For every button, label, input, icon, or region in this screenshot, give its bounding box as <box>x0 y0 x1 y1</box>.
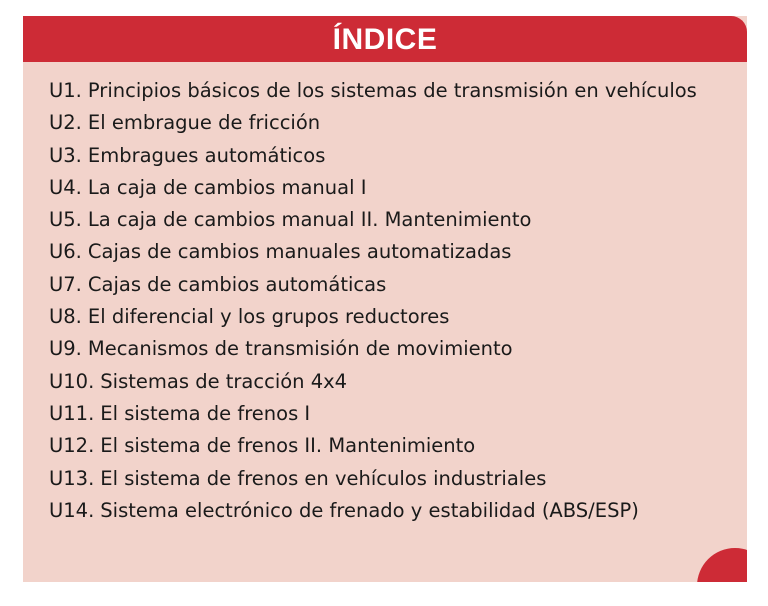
unit-item <box>49 433 729 459</box>
unit-code: U2. <box>49 111 82 135</box>
unit-title: Principios básicos de los sistemas de transmisión en vehículos <box>87 79 697 102</box>
unit-code: U10. <box>49 369 95 393</box>
unit-code: U12. <box>49 434 95 458</box>
unit-title: La caja de cambios manual II. Mantenimiento <box>87 208 532 232</box>
unit-item <box>49 304 729 330</box>
unit-title: El embrague de fricción <box>87 111 321 135</box>
unit-item <box>49 143 729 169</box>
unit-item <box>49 272 729 298</box>
unit-item <box>49 336 729 362</box>
unit-title: El sistema de frenos II. Mantenimiento <box>100 434 476 458</box>
unit-code: U6. <box>49 240 82 264</box>
unit-list <box>49 78 729 530</box>
index-title: ÍNDICE <box>332 23 438 56</box>
unit-code: U1. <box>49 79 82 102</box>
unit-code: U5. <box>49 208 82 232</box>
unit-title: El sistema de frenos en vehículos industriales <box>100 466 547 490</box>
unit-title: La caja de cambios manual I <box>87 175 367 199</box>
unit-item <box>49 175 729 201</box>
unit-item <box>49 207 729 233</box>
unit-title: Embragues automáticos <box>87 143 326 167</box>
corner-decoration <box>697 548 747 582</box>
unit-item <box>49 239 729 265</box>
unit-code: U4. <box>49 175 82 199</box>
unit-title: Cajas de cambios automáticas <box>87 272 387 296</box>
unit-title: Mecanismos de transmisión de movimiento <box>87 337 513 361</box>
unit-code: U7. <box>49 272 82 296</box>
index-card <box>23 16 747 582</box>
unit-title: Sistemas de tracción 4x4 <box>100 369 348 393</box>
unit-code: U3. <box>49 143 82 167</box>
unit-code: U9. <box>49 337 82 361</box>
unit-code: U11. <box>49 401 95 425</box>
unit-code: U14. <box>49 498 95 522</box>
unit-item <box>49 369 729 395</box>
index-header <box>23 16 747 62</box>
unit-item <box>49 78 729 104</box>
unit-code: U8. <box>49 305 82 329</box>
unit-title: Cajas de cambios manuales automatizadas <box>87 240 512 264</box>
unit-item <box>49 110 729 136</box>
unit-item <box>49 498 729 524</box>
unit-title: El sistema de frenos I <box>100 401 311 425</box>
unit-title: Sistema electrónico de frenado y estabilidad (ABS/ESP) <box>100 498 639 522</box>
unit-item <box>49 466 729 492</box>
unit-title: El diferencial y los grupos reductores <box>87 305 450 329</box>
unit-item <box>49 401 729 427</box>
unit-code: U13. <box>49 466 95 490</box>
